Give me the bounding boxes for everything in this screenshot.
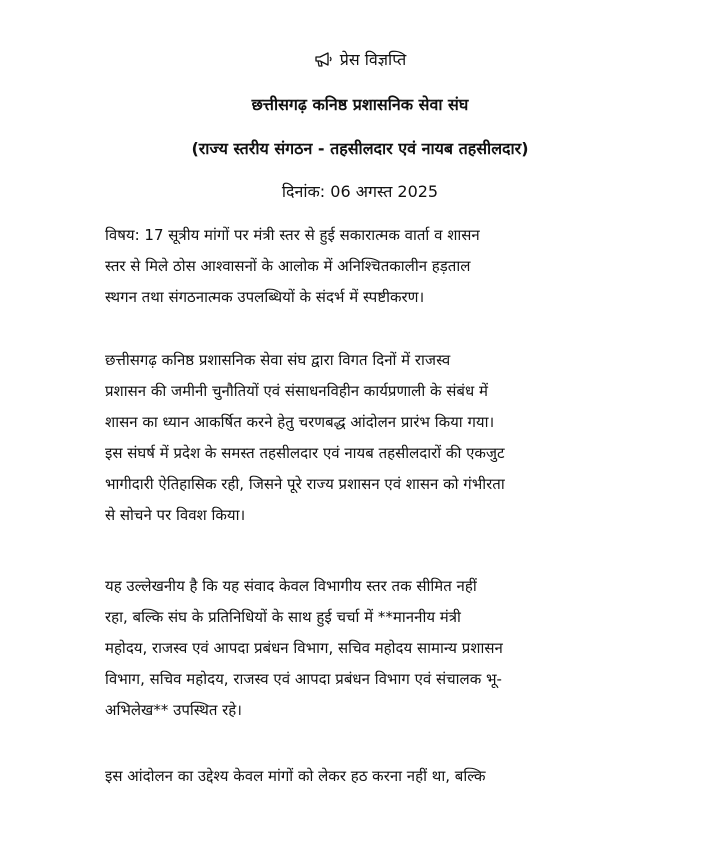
paragraph-line: इस संघर्ष में प्रदेश के समस्त तहसीलदार एवं नायब तहसीलदारों की एकजुट	[105, 444, 505, 462]
paragraph-line: अभिलेख** उपस्थित रहे।	[105, 701, 242, 719]
paragraph-line: भागीदारी ऐतिहासिक रही, जिसने पूरे राज्य प्रशासन एवं शासन को गंभीरता	[105, 475, 505, 493]
subject-line: स्थगन तथा संगठनात्मक उपलब्धियों के संदर्भ में स्पष्टीकरण।	[105, 288, 425, 306]
press-release-label: प्रेस विज्ञप्ति	[339, 50, 407, 69]
subject-line: विषय: 17 सूत्रीय मांगों पर मंत्री स्तर से हुई सकारात्मक वार्ता व शासन	[105, 226, 480, 244]
body-paragraph-3	[105, 761, 625, 792]
paragraph-line: छत्तीसगढ़ कनिष्ठ प्रशासनिक सेवा संघ द्वारा विगत दिनों में राजस्व	[105, 351, 451, 369]
subject-line: स्तर से मिले ठोस आश्वासनों के आलोक में अनिश्चितकालीन हड़ताल	[105, 257, 471, 275]
paragraph-line: इस आंदोलन का उद्देश्य केवल मांगों को लेकर हठ करना नहीं था, बल्कि	[105, 767, 486, 785]
paragraph-line: प्रशासन की जमीनी चुनौतियों एवं संसाधनविहीन कार्यप्रणाली के संबंध में	[105, 382, 488, 400]
paragraph-line: रहा, बल्कि संघ के प्रतिनिधियों के साथ हुई चर्चा में **माननीय मंत्री	[105, 608, 461, 626]
release-date: दिनांक: 06 अगस्त 2025	[281, 182, 439, 201]
organization-subtitle: (राज्य स्तरीय संगठन - तहसीलदार एवं नायब तहसीलदार)	[191, 139, 529, 158]
subject-paragraph	[105, 220, 625, 313]
body-paragraph-1	[105, 345, 625, 531]
paragraph-line: विभाग, सचिव महोदय, राजस्व एवं आपदा प्रबंधन विभाग एवं संचालक भू-	[105, 670, 502, 688]
organization-name: छत्तीसगढ़ कनिष्ठ प्रशासनिक सेवा संघ	[251, 95, 469, 114]
paragraph-line: यह उल्लेखनीय है कि यह संवाद केवल विभागीय स्तर तक सीमित नहीं	[105, 577, 477, 595]
press-release-heading	[0, 48, 720, 72]
paragraph-line: शासन का ध्यान आकर्षित करने हेतु चरणबद्ध आंदोलन प्रारंभ किया गया।	[105, 413, 495, 431]
megaphone-icon	[314, 52, 334, 72]
body-paragraph-2	[105, 571, 625, 726]
paragraph-line: महोदय, राजस्व एवं आपदा प्रबंधन विभाग, सचिव महोदय सामान्य प्रशासन	[105, 639, 503, 657]
paragraph-line: से सोचने पर विवश किया।	[105, 506, 246, 524]
